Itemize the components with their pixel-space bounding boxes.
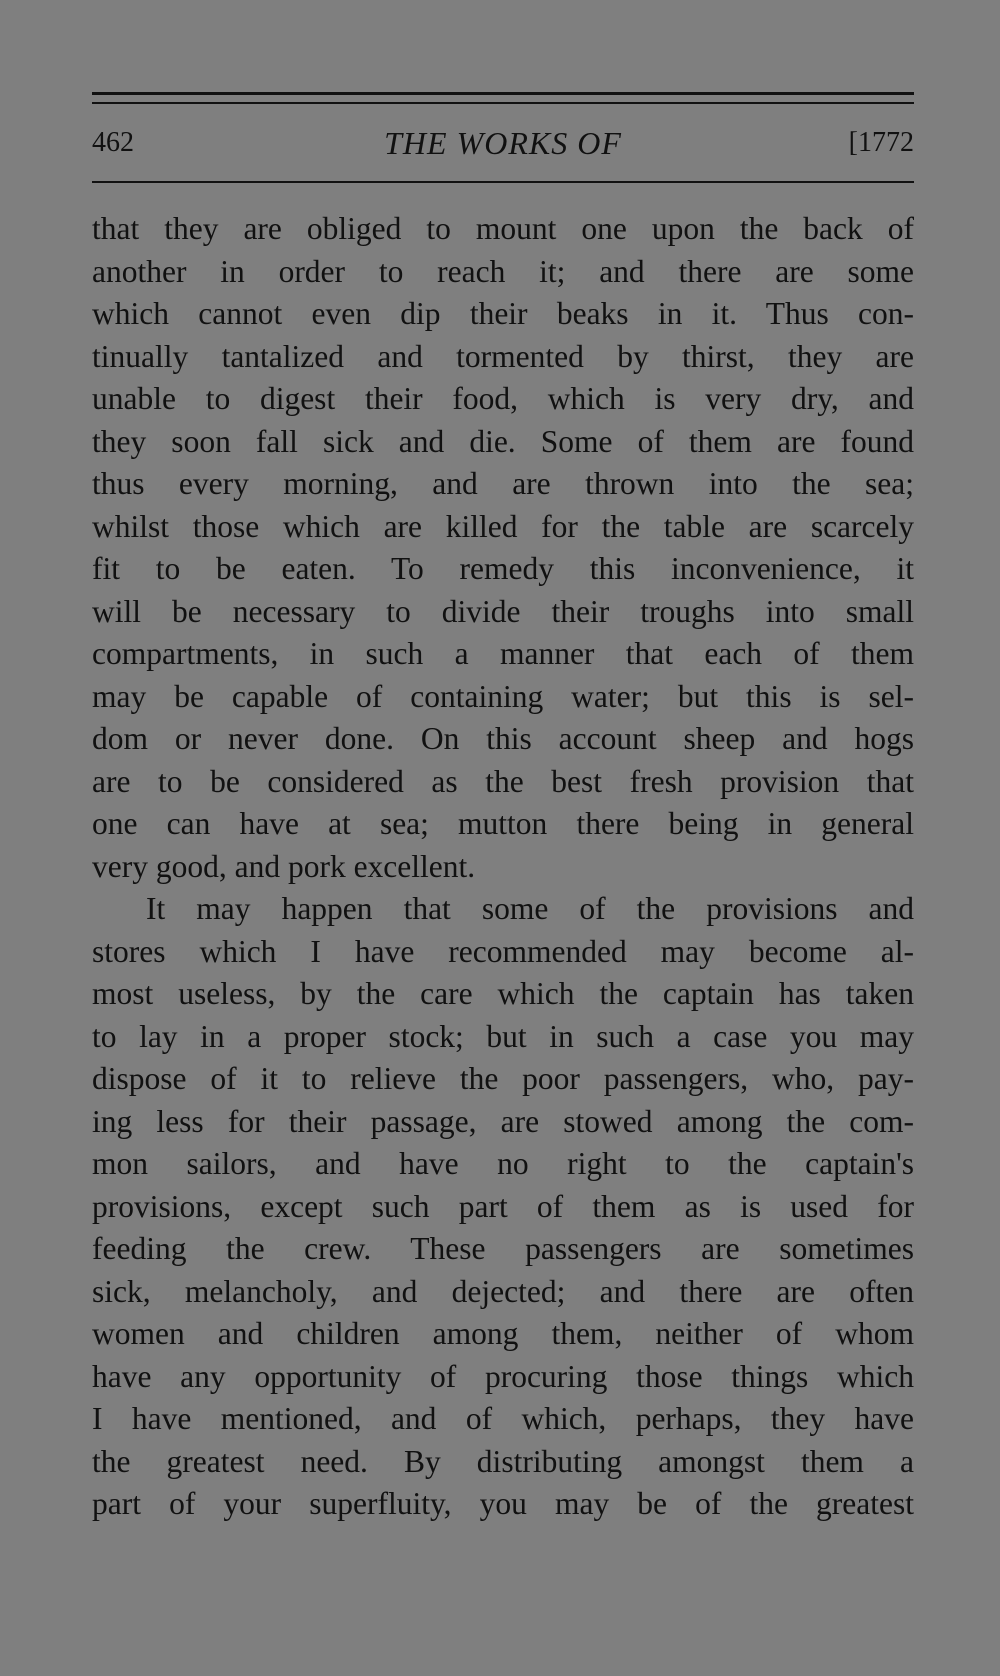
text-line: the greatest need. By distributing amongst them a	[92, 1443, 914, 1479]
text-line: are to be considered as the best fresh provision that	[92, 763, 914, 799]
text-line: unable to digest their food, which is very dry, and	[92, 381, 914, 416]
text-line: may be capable of containing water; but this is sel-	[92, 678, 914, 714]
text-line: I have mentioned, and of which, perhaps, they have	[92, 1401, 914, 1436]
text-line: they soon fall sick and die. Some of them are found	[92, 423, 914, 459]
header-rule	[92, 181, 914, 183]
text-line: most useless, by the care which the captain has taken	[92, 976, 914, 1011]
text-line: that they are obliged to mount one upon the back of	[92, 211, 914, 246]
running-head	[92, 122, 914, 164]
text-line: women and children among them, neither of whom	[92, 1316, 914, 1351]
text-line: will be necessary to divide their troughs into small	[92, 593, 914, 629]
header-double-rule-top	[92, 92, 914, 95]
text-line: which cannot even dip their beaks in it. Thus con-	[92, 296, 914, 331]
text-line: dispose of it to relieve the poor passengers, who, pay-	[92, 1061, 914, 1096]
text-line: mon sailors, and have no right to the captain's	[92, 1146, 914, 1181]
text-line: fit to be eaten. To remedy this inconvenience, it	[92, 551, 914, 586]
text-line: to lay in a proper stock; but in such a case you may	[92, 1018, 914, 1054]
text-line: part of your superfluity, you may be of the greatest	[92, 1486, 914, 1521]
page-number: 462	[92, 127, 134, 158]
text-line: ing less for their passage, are stowed among the com-	[92, 1103, 914, 1139]
body-text	[92, 208, 914, 1526]
text-line: sick, melancholy, and dejected; and there are often	[92, 1273, 914, 1309]
text-line: one can have at sea; mutton there being in general	[92, 806, 914, 841]
text-line: feeding the crew. These passengers are sometimes	[92, 1231, 914, 1266]
paragraph-end-line: very good, and pork excellent.	[92, 848, 476, 884]
running-title: THE WORKS OF	[384, 125, 622, 161]
text-line: compartments, in such a manner that each of them	[92, 636, 914, 671]
text-line: provisions, except such part of them as is used for	[92, 1188, 914, 1224]
text-line: have any opportunity of procuring those things which	[92, 1358, 914, 1394]
book-page	[92, 0, 914, 1676]
text-line: another in order to reach it; and there are some	[92, 253, 914, 289]
text-line: thus every morning, and are thrown into the sea;	[92, 466, 914, 501]
header-double-rule-bottom	[92, 102, 914, 104]
text-line: whilst those which are killed for the table are scarcely	[92, 508, 914, 544]
paragraph-start-line: It may happen that some of the provisions and	[146, 891, 914, 926]
text-line: stores which I have recommended may become al-	[92, 933, 914, 969]
text-line: dom or never done. On this account sheep and hogs	[92, 721, 914, 756]
running-year: [1772	[848, 127, 914, 158]
text-line: tinually tantalized and tormented by thirst, they are	[92, 338, 914, 374]
